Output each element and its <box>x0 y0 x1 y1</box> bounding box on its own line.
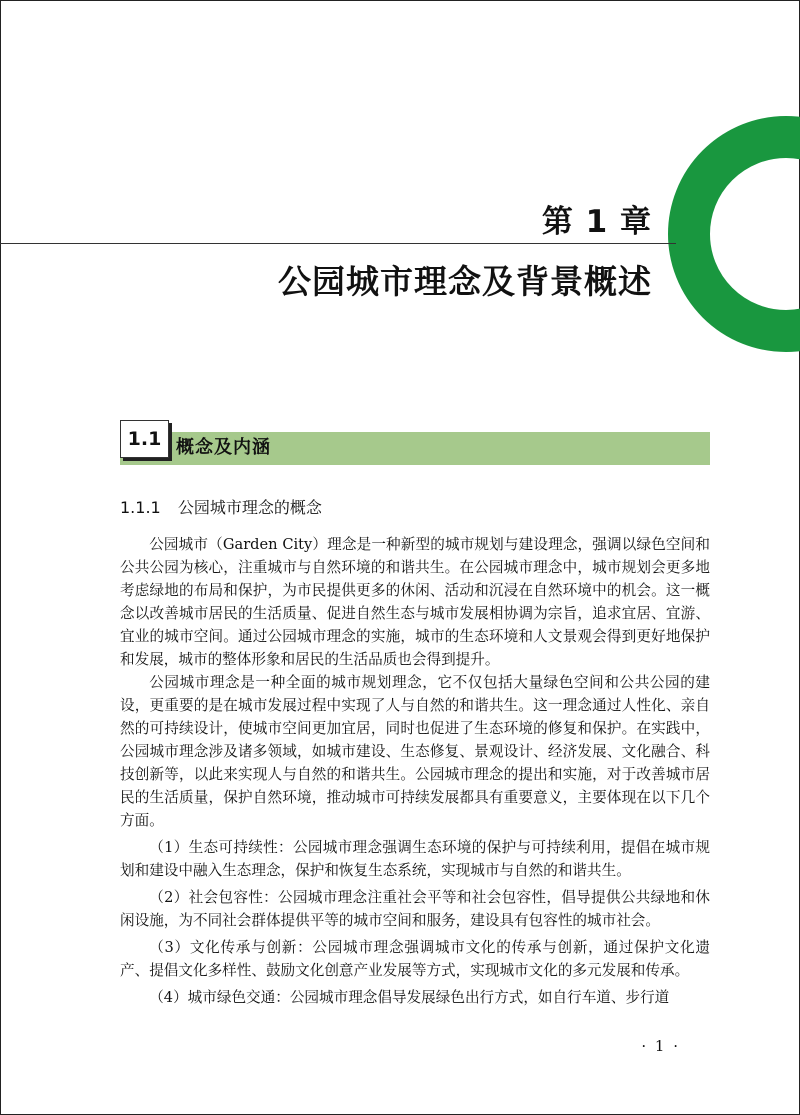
body-text <box>120 533 710 1009</box>
list-item: （4）城市绿色交通：公园城市理念倡导发展绿色出行方式，如自行车道、步行道 <box>149 989 670 1006</box>
section-title: 概念及内涵 <box>176 437 271 458</box>
paragraph: 公园城市理念是一种全面的城市规划理念，它不仅包括大量绿色空间和公共公园的建设，更重要的是在城市发展过程中实现了人与自然的和谐共生。这一理念通过人性化、亲自然的可持续设计，使城市空间更加宜居，同时也促进了生态环境的修复和保护。在实践中，公园城市理念涉及诸多领域，如城市建设、生态修复、景观设计、经济发展、文化融合、科技创新等，以此来实现人与自然的和谐共生。公园城市理念的提出和实施，对于改善城市居民的生活质量，保护自然环境，推动城市可持续发展都具有重要意义，主要体现在以下几个方面。 <box>120 674 710 829</box>
subsection-number: 1.1.1 <box>120 498 161 517</box>
chapter-label: 第 1 章 <box>541 204 652 240</box>
decorative-green-ring <box>668 116 800 352</box>
paragraph: 公园城市（Garden City）理念是一种新型的城市规划与建设理念，强调以绿色空间和公共公园为核心，注重城市与自然环境的和谐共生。在公园城市理念中，城市规划会更多地考虑绿地的布局和保护，为市民提供更多的休闲、活动和沉浸在自然环境中的机会。这一概念以改善城市居民的生活质量、促进自然生态与城市发展相协调为宗旨，追求宜居、宜游、宜业的城市空间。通过公园城市理念的实施，城市的生态环境和人文景观会得到更好地保护和发展，城市的整体形象和居民的生活品质也会得到提升。 <box>120 536 710 668</box>
section-number-box: 1.1 <box>120 420 169 458</box>
subsection-title: 公园城市理念的概念 <box>177 498 322 517</box>
chapter-divider-line <box>0 243 676 244</box>
chapter-title: 公园城市理念及背景概述 <box>278 262 652 301</box>
list-item: （2）社会包容性：公园城市理念注重社会平等和社会包容性，倡导提供公共绿地和休闲设施，为不同社会群体提供平等的城市空间和服务，建设具有包容性的城市社会。 <box>120 889 710 929</box>
list-item: （1）生态可持续性：公园城市理念强调生态环境的保护与可持续利用，提倡在城市规划和建设中融入生态理念，保护和恢复生态系统，实现城市与自然的和谐共生。 <box>120 839 710 879</box>
list-item: （3）文化传承与创新：公园城市理念强调城市文化的传承与创新，通过保护文化遗产、提倡文化多样性、鼓励文化创意产业发展等方式，实现城市文化的多元发展和传承。 <box>120 939 710 979</box>
page-number: · 1 · <box>641 1037 680 1055</box>
subsection-heading <box>120 497 322 519</box>
